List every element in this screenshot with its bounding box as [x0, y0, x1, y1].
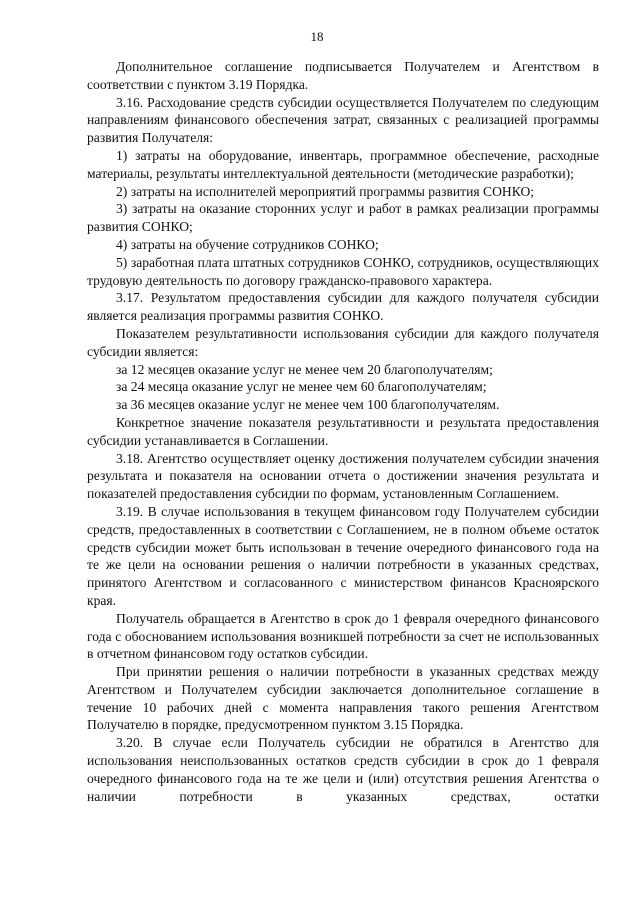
- paragraph-performance-indicator: Показателем результативности использования субсидии для каждого получателя субсидии является:: [87, 325, 599, 359]
- list-item-expense-5: 5) заработная плата штатных сотрудников СОНКО, сотрудников, осуществляющих трудовую деятельность по договору гражданско-правового характера.: [87, 254, 599, 288]
- paragraph-3-19: 3.19. В случае использования в текущем финансовом году Получателем субсидии средств, предоставленных в соответствии с Соглашением, не в полном объеме остаток средств субсидии может быть использован в течение очередного финансового года на те же цели на основании решения о наличии потребности в указанных средствах, принятого Агентством и согласованного с министерством финансов Красноярского края.: [87, 503, 599, 608]
- list-item-expense-1: 1) затраты на оборудование, инвентарь, программное обеспечение, расходные материалы, результаты интеллектуальной деятельности (методические разработки);: [87, 147, 599, 181]
- indicator-24-months: за 24 месяца оказание услуг не менее чем 60 благополучателям;: [116, 379, 487, 395]
- indicator-12-months: за 12 месяцев оказание услуг не менее чем 20 благополучателям;: [116, 361, 493, 377]
- list-item-expense-3: 3) затраты на оказание сторонних услуг и работ в рамках реализации программы развития СОНКО;: [87, 201, 599, 235]
- paragraph-decision-agreement: При принятии решения о наличии потребности в указанных средствах между Агентством и Получателем субсидии заключается дополнительное соглашение в течение 10 рабочих дней с момента направления такого решения Агентством Получателю в порядке, предусмотренном пунктом 3.15 Порядка.: [87, 664, 599, 733]
- list-item-expense-4: 4) затраты на обучение сотрудников СОНКО;: [116, 236, 379, 252]
- paragraph-specific-value: Конкретное значение показателя результативности и результата предоставления субсидии устанавливается в Соглашении.: [87, 414, 599, 448]
- indicator-36-months: за 36 месяцев оказание услуг не менее чем 100 благополучателям.: [116, 397, 500, 413]
- page-number: 18: [310, 29, 324, 44]
- paragraph-recipient-request: Получатель обращается в Агентство в срок до 1 февраля очередного финансового года с обоснованием использования возникшей потребности за счет не использованных в отчетном финансовом году остатков субсидии.: [87, 610, 599, 662]
- paragraph-3-17: 3.17. Результатом предоставления субсидии для каждого получателя субсидии является реализация программы развития СОНКО.: [87, 290, 599, 324]
- paragraph-3-16: 3.16. Расходование средств субсидии осуществляется Получателем по следующим направлениям финансового обеспечения затрат, связанных с реализацией программы развития Получателя:: [87, 94, 599, 146]
- paragraph-3-18: 3.18. Агентство осуществляет оценку достижения получателем субсидии значения результата и показателя на основании отчета о достижении значения результата и показателей предоставления субсидии по формам, установленным Соглашением.: [87, 450, 599, 502]
- paragraph-additional-agreement: Дополнительное соглашение подписывается Получателем и Агентством в соответствии с пунктом 3.19 Порядка.: [87, 59, 599, 92]
- paragraph-3-20: 3.20. В случае если Получатель субсидии не обратился в Агентство для использования неиспользованных остатков средств субсидии в срок до 1 февраля очередного финансового года на те же цели и (или) отсутствия решения Агентства о наличии потребности в указанных средствах, остатки: [87, 735, 599, 804]
- document-body: [87, 58, 599, 805]
- list-item-expense-2: 2) затраты на исполнителей мероприятий программы развития СОНКО;: [116, 183, 535, 199]
